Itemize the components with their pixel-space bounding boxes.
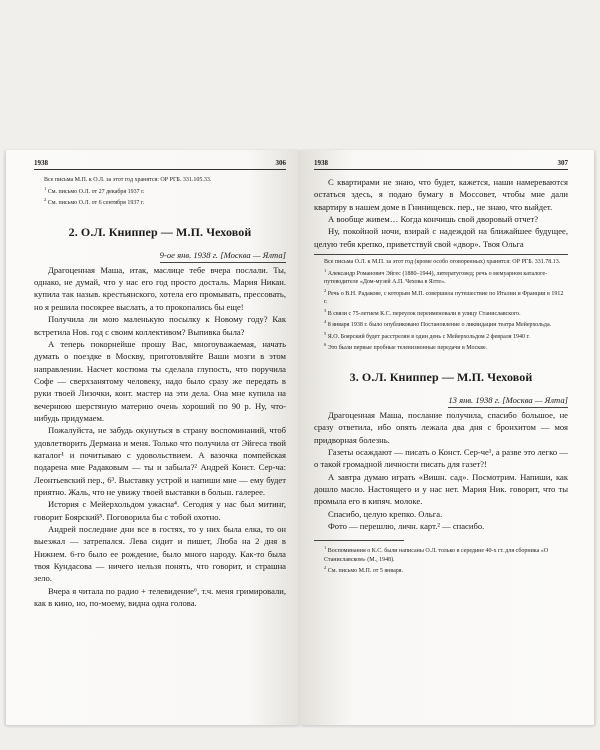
paragraph: Получила ли мою маленькую посылку к Новому году? Как встретила Нов. год с своим коллективом? Выпивка была? (34, 314, 286, 337)
letter-dateline: 13 янв. 1938 г. [Москва — Ялта] (314, 394, 568, 408)
paragraph: Драгоценная Маша, послание получила, спасибо большое, не сразу ответила, ибо опять лежала два дня с бронхитом — моя придворная болезнь. (314, 409, 568, 445)
footnote: $^1$ Воспоминания о К.С. были написаны О.Л. только в середине 40-х гг. для сборника «О Станиславском» (М., 1948). (324, 545, 549, 563)
paragraph: Пожалуйста, не забудь окунуться в страну воспоминаний, чтоб удовлетворить Дермана и меня. Только что получила от Эйгеса твой каталог¹ и почитываю с удовольствием. А вазочка помпейская подарена мне Радаковым — ты и забыла?² Андрей Конст. Сер-ча: Леонтьевский пер., 6³. Выставку устрой и напиши мне — ему будет приятно. Жаль, что не увижу твоей выставки в больш. галерее. (34, 425, 286, 497)
footnote: $^1$ Александр Романович Эйгес (1880–1944), литератуговед; речь о мемуарном каталоге-путеводителе «Дом-музей А.П. Чехова в Ялте». (324, 267, 548, 286)
paragraph: С квартирами не знаю, что будет, кажется, наши намереваются остаться здесь, я подаю бумагу в Моссовет, чтобы мне дали квартиру в нашем доме в Гнинищевск. пер., не знаю, что выйдет. (314, 177, 568, 212)
footnote: $^3$ В связи с 75-летием К.С. переулок переименовали в улицу Станиславского. (324, 307, 521, 317)
paragraph: Ну, покойной ночи, взирай с надеждой на ближайшее будущее, целую тебя крепко, приветствуй свой «двор». Твоя Ольга (314, 226, 568, 249)
paragraph: А вообще живем… Когда кончишь свой дворовый отчет? (328, 214, 539, 225)
footnotes (314, 258, 568, 353)
letter-dateline: 9-ое янв. 1938 г. [Москва — Ялта] (34, 249, 286, 263)
footnote: $^2$ См. письмо М.П. от 5 января. (324, 565, 404, 575)
running-head-right (314, 159, 568, 170)
paragraph: Газеты осаждают — писать о Конст. Сер-че¹, а разве это легко — о такой громадной личности писать для газет?! (314, 446, 568, 470)
page-number: 306 (275, 159, 286, 167)
footnote: $^2$ См. письмо О.Л. от 6 сентября 1937 г. (44, 197, 145, 206)
letter-heading: 3. О.Л. Книппер — М.П. Чеховой (349, 369, 533, 384)
bottom-footnotes (314, 544, 568, 576)
paragraph: Андрей последние дни все в гостях, то у них была елка, то он выезжал — затрепался. Лева сидит и пишет, Люба на 2 дня в Нижнем. 6-го было ее рождение, было много народу. Как-то была твоя Кундасова — ничего нельзя понять, что говорит, и страшна зело. (34, 524, 286, 584)
page-number: 307 (557, 159, 568, 167)
paragraph: Фото — перешлю, личн. карт.² — спасибо. (328, 520, 485, 531)
right-page (300, 150, 594, 725)
footnote: Все письма О.Л. к М.П. за этот год (кроме особо оговоренных) хранятся: ОР РГБ. 331.78.13. (324, 259, 561, 266)
paragraph: Вчера я читала по радио + телевидение⁶, т.ч. меня гримировали, как в кино, но, по-моему, видна одна голова. (34, 585, 286, 609)
letter-heading: 2. О.Л. Книппер — М.П. Чеховой (68, 224, 252, 239)
running-head-year: 1938 (34, 159, 48, 167)
footnote: $^5$ Я.О. Боярский будет расстрелян в один день с Мейерхольдом 2 февраля 1940 г. (324, 330, 530, 340)
footnote: $^6$ Это были первые пробные телевизионные передачи в Москве. (324, 342, 488, 352)
paragraph: История с Мейерхольдом ужасна⁴. Сегодня у нас был митинг, говорит Боярский⁵. Поговорила бы с тобой охотно. (34, 499, 286, 522)
running-head-year: 1938 (314, 159, 328, 167)
footnote: Все письма М.П. к О.Л. за этот год хранятся: ОР РГБ. 331.105.33. (44, 177, 212, 183)
footnote-divider (314, 540, 404, 541)
footnote: $^2$ Речь о В.Н. Радакове, с которым М.П. совершила путешествие по Италии и Франции в 1912 г. (324, 287, 564, 306)
letter-body (314, 409, 568, 532)
paragraph: Драгоценная Маша, итак, маслице тебе вчера послали. Ты, однако, не думай, что у нас его год просто досталь. Мария Никан. купила так назыв. крестьянского, хотела его промывать, прессовать, но я решила посокрее выслать, а то прокопались бы еще! (34, 264, 286, 312)
paragraph: А завтра думаю играть «Вишн. сад». Посмотрим. Напиши, как дошло масло. Настоящего и у нас нет. Мария Ник. говорит, что ты промыла его в кипяч. молоке. (314, 471, 568, 507)
letter-body (34, 264, 286, 610)
footnote: $^4$ 8 января 1938 г. было опубликовано Постановление о ликвидации театра Мейерхольда. (324, 319, 552, 329)
letter-body-continued (314, 176, 568, 250)
running-head-left (34, 159, 286, 170)
paragraph: А теперь покорнейше прошу Вас, многоуважаемая, начать думать о поездке в Москву, приготовляйте Ваши мозги в этом направлении. Насчет костюма ты сделала глупость, что поручила Софе — сверхзанятому человеку, надо было сразу же передать в руки твоей Лизочки, конт. мастер на эти дела. Она мне купила на вечернюю шерстяную материю очень хороший по 90 р. Ну, что-нибудь придумаем. (34, 338, 286, 423)
top-footnotes (34, 176, 286, 208)
footnote: $^1$ См. письмо О.Л. от 27 декабря 1937 г. (44, 185, 145, 195)
footnote-divider (314, 254, 568, 255)
left-page (6, 150, 300, 725)
paragraph: Спасибо, целую крепко. Ольга. (328, 508, 443, 519)
